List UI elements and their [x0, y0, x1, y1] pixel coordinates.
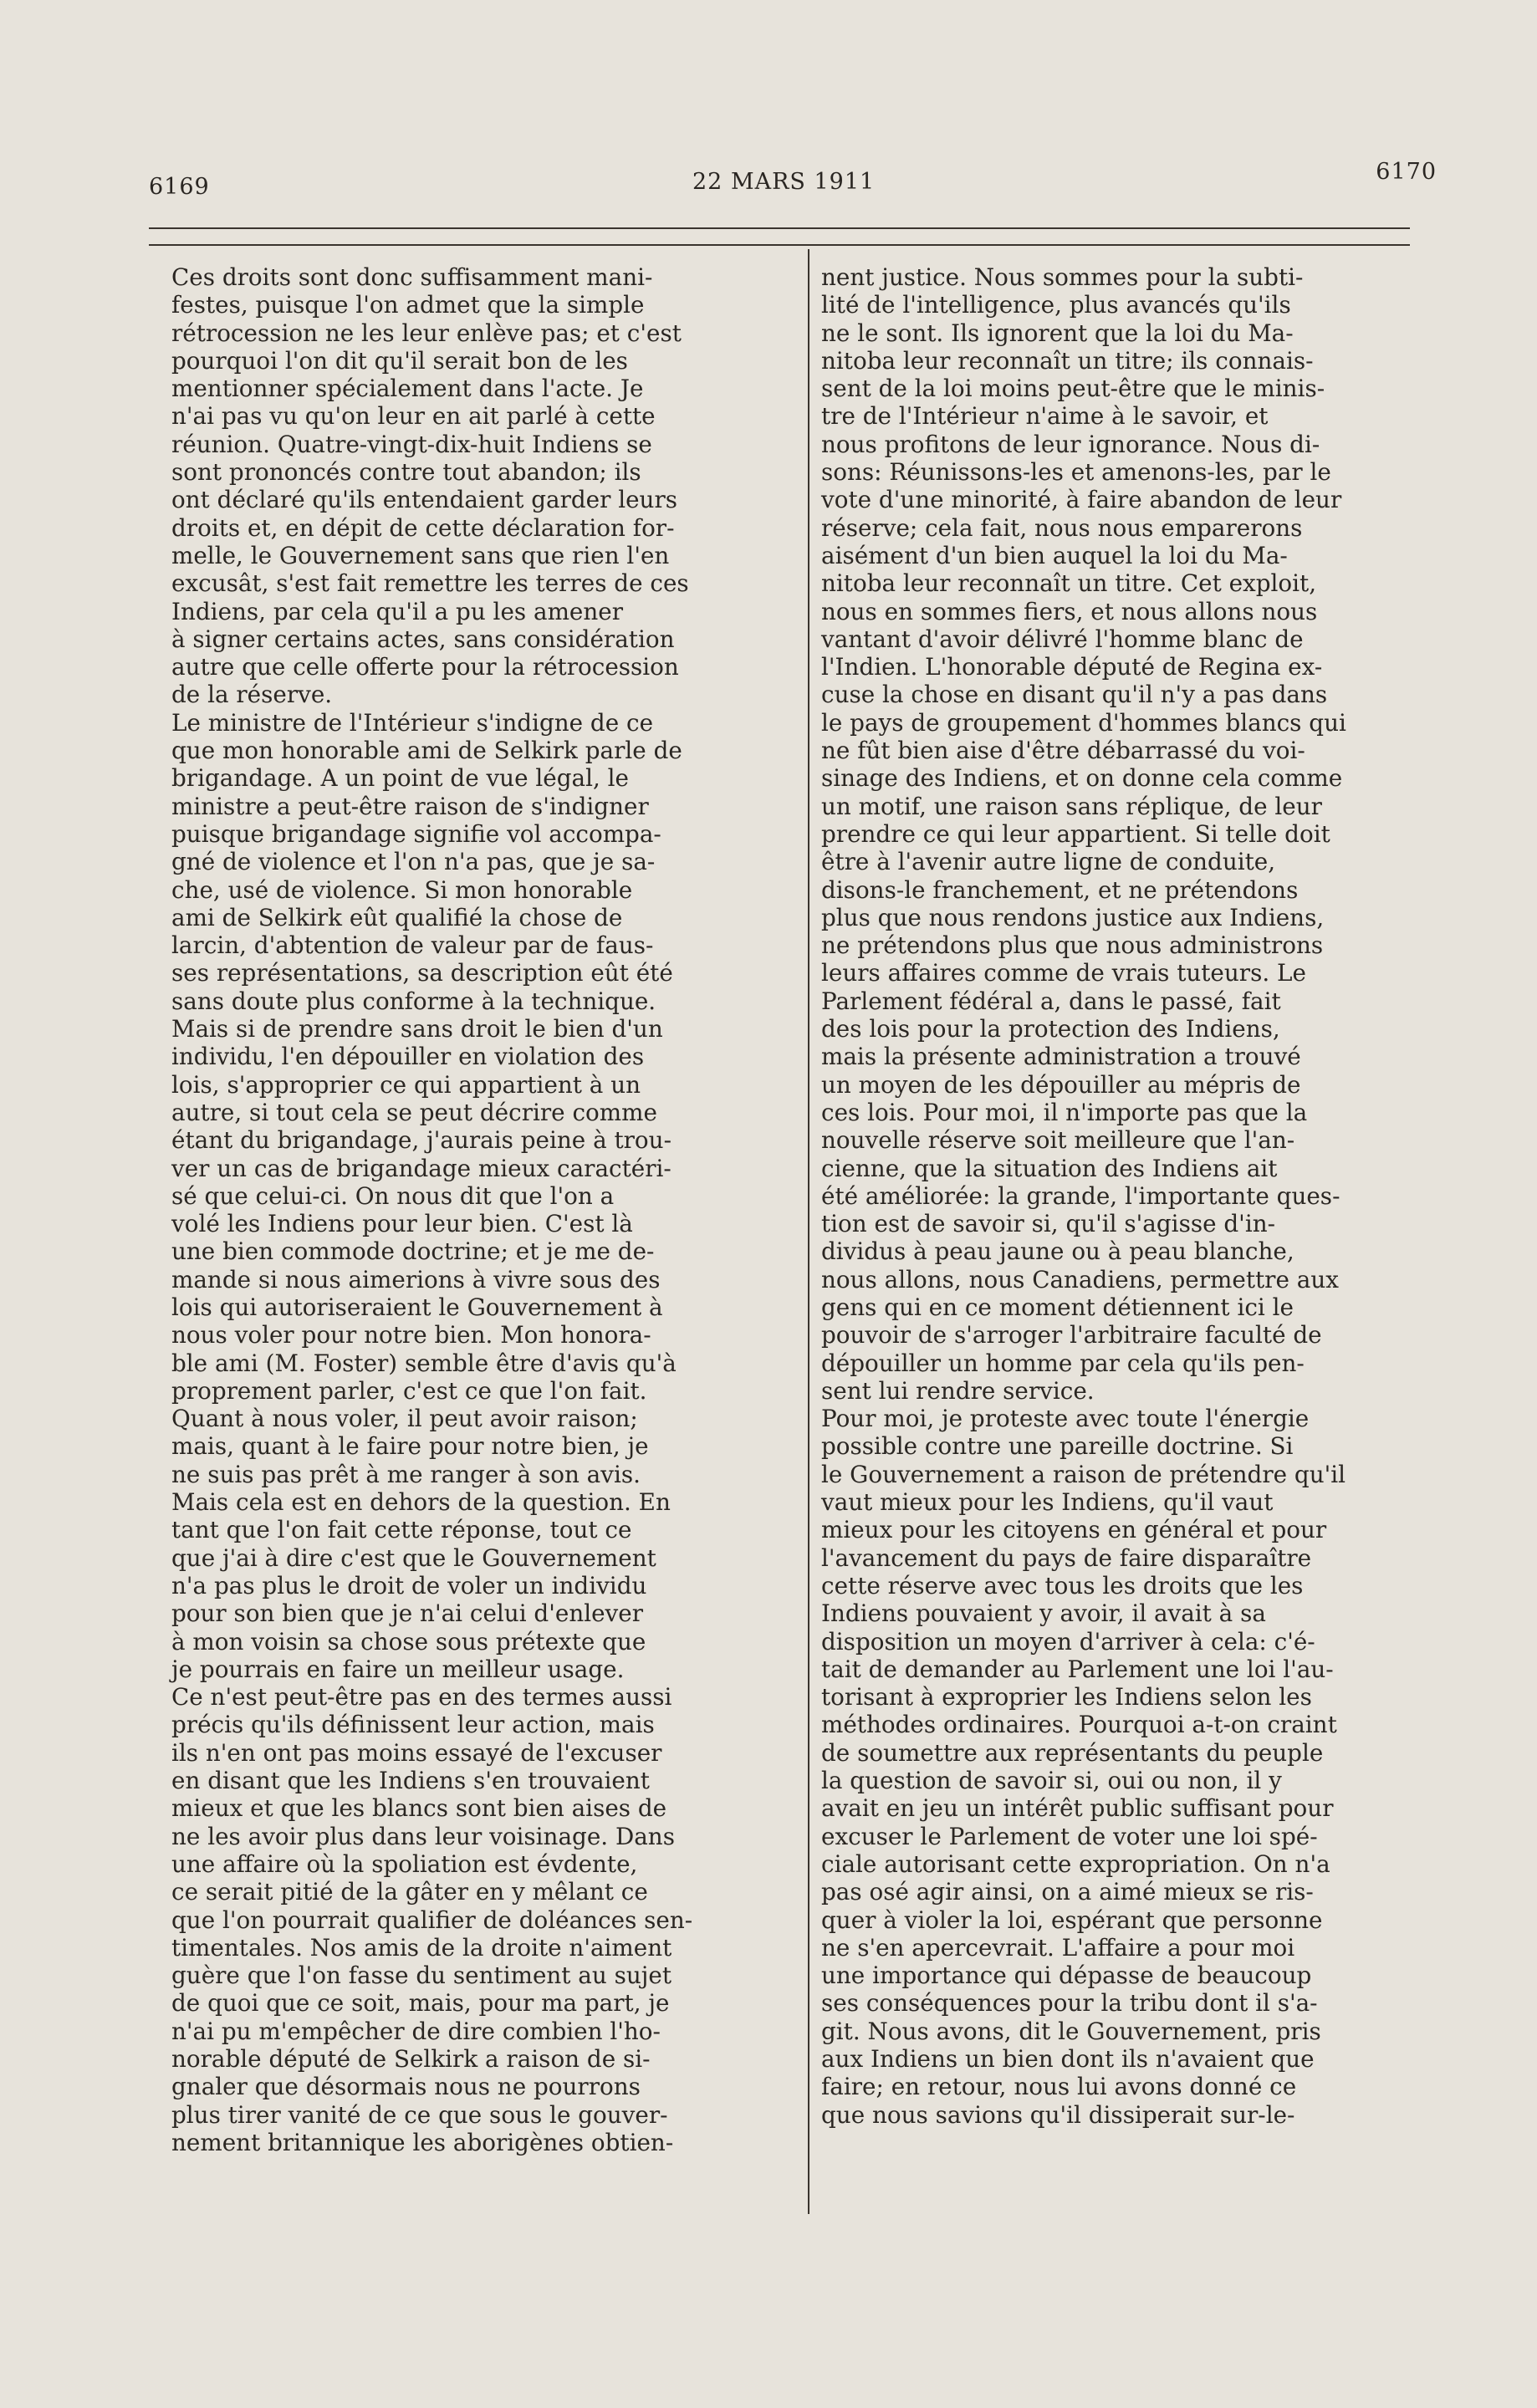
paragraph: Pour moi, je proteste avec toute l'énergie possible contre une pareille doctrine. Si le Gouvernement a raison de prétendre qu'il vaut mieux pour les Indiens, qu'il vaut mieux pour les citoyens en général et pour l'avancement du pays de faire disparaître cette réserve avec tous les droits que les Indiens pouvaient y avoir, il avait à sa disposition un moyen d'arriver à cela: c'é- tait de demander au Parlement une loi l'au- torisant à exproprier les Indiens selon les méthodes ordinaires. Pourquoi a-t-on craint de soumettre aux représentants du peuple la question de savoir si, oui ou non, il y avait en jeu un intérêt public suffisant pour excuser le Parlement de voter une loi spé- ciale autorisant cette expropriation. On n'a pas osé agir ainsi, on a aimé mieux se ris- quer à violer la loi, espérant que personne ne s'en apercevrait. L'affaire a pour moi une importance qui dépasse de beaucoup ses conséquences pour la tribu dont il s'a- git. Nous avons, dit le Gouvernement, pris aux Indiens un bien dont ils n'avaient que faire; en retour, nous lui avons donné ce que nous savions qu'il dissiperait sur-le-: [821, 1405, 1346, 2129]
page-date: 22 MARS 1911: [692, 169, 876, 195]
paragraph: Ces droits sont donc suffisamment mani- festes, puisque l'on admet que la simple rétrocession ne les leur enlève pas; et c'est pourquoi l'on dit qu'il serait bon de les mentionner spécialement dans l'acte. Je n'ai pas vu qu'on leur en ait parlé à cette réunion. Quatre-vingt-dix-huit Indiens se sont prononcés contre tout abandon; ils ont déclaré qu'ils entendaient garder leurs droits et, en dépit de cette déclaration for- melle, le Gouvernement sans que rien l'en excusât, s'est fait remettre les terres de ces Indiens, par cela qu'il a pu les amener à signer certains actes, sans considération autre que celle offerte pour la rétrocession de la réserve.: [171, 263, 689, 709]
left-column: [171, 263, 789, 2156]
paragraph: Ce n'est peut-être pas en des termes aussi précis qu'ils définissent leur action, mais ils n'en ont pas moins essayé de l'excuser en disant que les Indiens s'en trouvaient mieux et que les blancs sont bien aises de ne les avoir plus dans leur voisinage. Dans une affaire où la spoliation est évdente, ce serait pitié de la gâter en y mêlant ce que l'on pourrait qualifier de doléances sen- timentales. Nos amis de la droite n'aiment guère que l'on fasse du sentiment au sujet de quoi que ce soit, mais, pour ma part, je n'ai pu m'empêcher de dire combien l'ho- norable député de Selkirk a raison de si- gnaler que désormais nous ne pourrons plus tirer vanité de ce que sous le gouver- nement britannique les aborigènes obtien-: [171, 1683, 693, 2156]
right-column: [821, 263, 1443, 2129]
paragraph: Le ministre de l'Intérieur s'indigne de ce que mon honorable ami de Selkirk parle de brigandage. A un point de vue légal, le ministre a peut-être raison de s'indigner puisque brigandage signifie vol accompa- gné de violence et l'on n'a pas, que je sa- che, usé de violence. Si mon honorable ami de Selkirk eût qualifié la chose de larcin, d'abtention de valeur par de faus- ses représentations, sa description eût été sans doute plus conforme à la technique. Mais si de prendre sans droit le bien d'un individu, l'en dépouiller en violation des lois, s'approprier ce qui appartient à un autre, si tout cela se peut décrire comme étant du brigandage, j'aurais peine à trou- ver un cas de brigandage mieux caractéri- sé que celui-ci. On nous dit que l'on a volé les Indiens pour leur bien. C'est là une bien commode doctrine; et je me de- mande si nous aimerions à vivre sous des lois qui autoriseraient le Gouvernement à nous voler pour notre bien. Mon honora- ble ami (M. Foster) semble être d'avis qu'à proprement parler, c'est ce que l'on fait. Quant à nous voler, il peut avoir raison; mais, quant à le faire pour notre bien, je ne suis pas prêt à me ranger à son avis. Mais cela est en dehors de la question. En tant que l'on fait cette réponse, tout ce que j'ai à dire c'est que le Gouvernement n'a pas plus le droit de voler un individu pour son bien que je n'ai celui d'enlever à mon voisin sa chose sous prétexte que je pourrais en faire un meilleur usage.: [171, 708, 682, 1683]
column-divider: [808, 249, 809, 2214]
right-page-number: 6170: [1376, 159, 1437, 185]
header-rule-top: [149, 227, 1410, 229]
left-page-number: 6169: [149, 174, 210, 200]
page-header: [149, 159, 1437, 209]
paragraph: nent justice. Nous sommes pour la subti- lité de l'intelligence, plus avancés qu'ils ne le sont. Ils ignorent que la loi du Ma- nitoba leur reconnaît un titre; ils connais- sent de la loi moins peut-être que le minis- tre de l'Intérieur n'aime à le savoir, et nous profitons de leur ignorance. Nous di- sons: Réunissons-les et amenons-les, par le vote d'une minorité, à faire abandon de leur réserve; cela fait, nous nous emparerons aisément d'un bien auquel la loi du Ma- nitoba leur reconnaît un titre. Cet exploit, nous en sommes fiers, et nous allons nous vantant d'avoir délivré l'homme blanc de l'Indien. L'honorable député de Regina ex- cuse la chose en disant qu'il n'y a pas dans le pays de groupement d'hommes blancs qui ne fût bien aise d'être débarrassé du voi- sinage des Indiens, et on donne cela comme un motif, une raison sans réplique, de leur prendre ce qui leur appartient. Si telle doit être à l'avenir autre ligne de conduite, disons-le franchement, et ne prétendons plus que nous rendons justice aux Indiens, ne prétendons plus que nous administrons leurs affaires comme de vrais tuteurs. Le Parlement fédéral a, dans le passé, fait des lois pour la protection des Indiens, mais la présente administration a trouvé un moyen de les dépouiller au mépris de ces lois. Pour moi, il n'importe pas que la nouvelle réserve soit meilleure que l'an- cienne, que la situation des Indiens ait été améliorée: la grande, l'importante ques- tion est de savoir si, qu'il s'agisse d'in- dividus à peau jaune ou à peau blanche, nous allons, nous Canadiens, permettre aux gens qui en ce moment détiennent ici le pouvoir de s'arroger l'arbitraire faculté de dépouiller un homme par cela qu'ils pen- sent lui rendre service.: [821, 263, 1346, 1405]
header-rule-bottom: [149, 244, 1410, 246]
